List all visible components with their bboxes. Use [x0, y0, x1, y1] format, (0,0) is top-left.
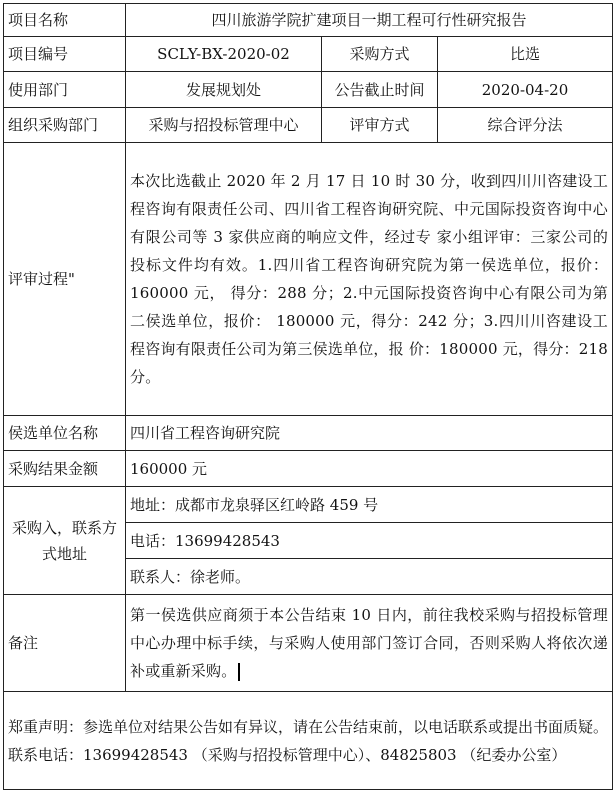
organizer-value: 采购与招投标管理中心	[126, 108, 322, 143]
procurement-method-label: 采购方式	[322, 37, 438, 72]
contact-person: 联系人：徐老师。	[126, 559, 613, 595]
contact-address: 地址：成都市龙泉驿区红岭路 459 号	[126, 487, 613, 523]
procurement-result-table	[3, 3, 613, 790]
row-contact-address	[4, 487, 613, 523]
text-cursor	[238, 663, 240, 681]
row-project-code	[4, 37, 613, 72]
row-remarks	[4, 595, 613, 692]
row-footer	[4, 692, 613, 790]
candidate-value: 四川省工程咨询研究院	[126, 416, 613, 451]
organizer-label: 组织采购部门	[4, 108, 126, 143]
deadline-value: 2020-04-20	[438, 72, 613, 108]
review-process-label: 评审过程"	[4, 143, 126, 416]
remarks-text: 第一侯选供应商须于本公告结束 10 日内，前往我校采购与招投标管理中心办理中标手续，与采购人使用部门签订合同，否则采购人将依次递补或重新采购。	[130, 606, 609, 680]
department-value: 发展规划处	[126, 72, 322, 108]
project-name-label: 项目名称	[4, 4, 126, 37]
contact-phone: 电话：13699428543	[126, 523, 613, 559]
candidate-label: 侯选单位名称	[4, 416, 126, 451]
review-method-label: 评审方式	[322, 108, 438, 143]
row-department	[4, 72, 613, 108]
row-organizer	[4, 108, 613, 143]
procurement-method-value: 比选	[438, 37, 613, 72]
row-candidate	[4, 416, 613, 451]
project-code-label: 项目编号	[4, 37, 126, 72]
row-amount	[4, 451, 613, 487]
deadline-label: 公告截止时间	[322, 72, 438, 108]
amount-label: 采购结果金额	[4, 451, 126, 487]
amount-value: 160000 元	[126, 451, 613, 487]
remarks-cell[interactable]	[126, 595, 613, 692]
footer-statement: 郑重声明：参选单位对结果公告如有异议，请在公告结束前，以电话联系或提出书面质疑。联系电话：13699428543 （采购与招投标管理中心）、84825803 （纪委办公室）	[4, 692, 613, 790]
row-project-name	[4, 4, 613, 37]
review-method-value: 综合评分法	[438, 108, 613, 143]
project-name-value: 四川旅游学院扩建项目一期工程可行性研究报告	[126, 4, 613, 37]
review-process-text: 本次比选截止 2020 年 2 月 17 日 10 时 30 分，收到四川川咨建设工程咨询有限责任公司、四川省工程咨询研究院、中元国际投资咨询中心有限公司等 3 家供应商的响应文件，经过专 家小组评审：三家公司的投标文件均有效。1.四川省工程咨询研究院为第一侯选单位，报价：160000 元， 得分：288 分；2.中元国际投资咨询中心有限公司为第二侯选单位，报价： 180000 元，得分：242 分；3.四川川咨建设工程咨询有限责任公司为第三侯选单位，报 价：180000 元，得分：218 分。	[126, 143, 613, 416]
row-review-process	[4, 143, 613, 416]
department-label: 使用部门	[4, 72, 126, 108]
contact-label: 采购入，联系方式地址	[4, 487, 126, 595]
remarks-label: 备注	[4, 595, 126, 692]
project-code-value: SCLY-BX-2020-02	[126, 37, 322, 72]
